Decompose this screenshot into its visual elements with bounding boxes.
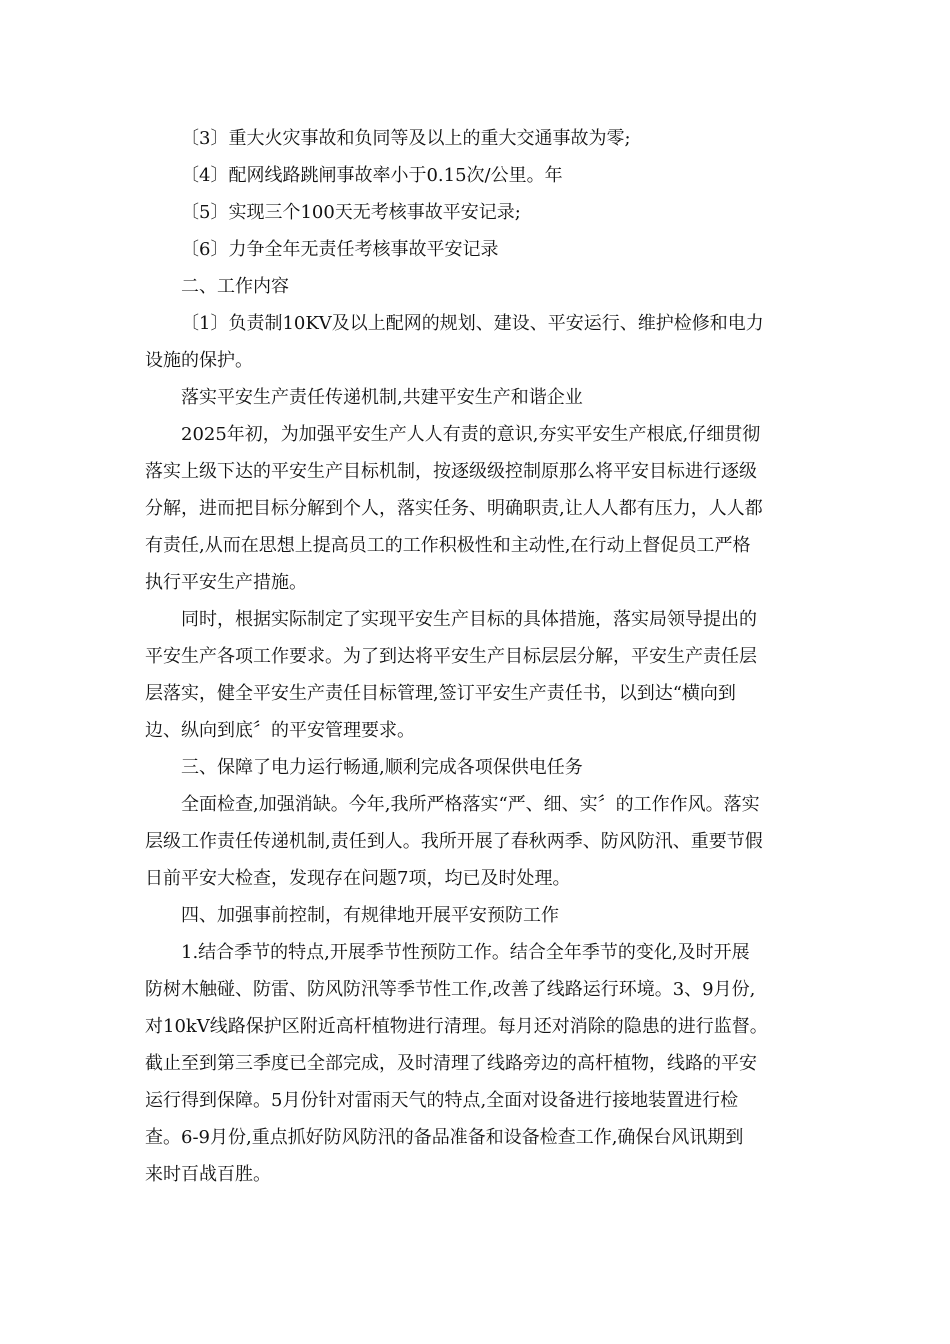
section-heading-3: 三、保障了电力运行畅通,顺利完成各项保供电任务 [181,757,583,778]
text-line: 同时，根据实际制定了实现平安生产目标的具体措施，落实局领导提出的 [181,609,757,630]
text-line: 查。6-9月份,重点抓好防风防汛的备品准备和设备检查工作,确保台风讯期到 [145,1127,744,1148]
text-line: 防树木触碰、防雷、防风防汛等季节性工作,改善了线路运行环境。3、9月份, [145,979,756,1000]
list-item-6: 〔6〕力争全年无责任考核事故平安记录 [181,239,499,260]
document-body [145,120,813,1193]
section2-item-1 [145,305,813,379]
text-line: 执行平安生产措施。 [145,572,307,593]
text-line: 日前平安大检查，发现存在问题7项，均已及时处理。 [145,868,571,889]
text-line: 1.结合季节的特点,开展季节性预防工作。结合全年季节的变化,及时开展 [181,942,750,963]
paragraph-4 [145,934,813,1193]
text-line: 有责任,从而在思想上提高员工的工作积极性和主动性,在行动上督促员工严格 [145,535,751,556]
list-item-3: 〔3〕重大火灾事故和负同等及以上的重大交通事故为零; [181,128,631,149]
subheading-responsibility: 落实平安生产责任传递机制,共建平安生产和谐企业 [181,387,583,408]
text-line: 落实上级下达的平安生产目标机制，按逐级级控制原那么将平安目标进行逐级 [145,461,757,482]
section-heading-4: 四、加强事前控制，有规律地开展平安预防工作 [181,905,559,926]
text-line: 〔1〕负责制10KV及以上配网的规划、建设、平安运行、维护检修和电力 [181,313,764,334]
text-line: 运行得到保障。5月份针对雷雨天气的特点,全面对设备进行接地装置进行检 [145,1090,739,1111]
text-line: 对10kV线路保护区附近高杆植物进行清理。每月还对消除的隐患的进行监督。 [145,1016,768,1037]
text-line: 层级工作责任传递机制,责任到人。我所开展了春秋两季、防风防汛、重要节假 [145,831,763,852]
text-line: 设施的保护。 [145,350,253,371]
paragraph-1 [145,416,813,601]
paragraph-2 [145,601,813,749]
text-line: 截止至到第三季度已全部完成，及时清理了线路旁边的高杆植物，线路的平安 [145,1053,757,1074]
list-item-5: 〔5〕实现三个100天无考核事故平安记录; [181,202,521,223]
text-line: 边、纵向到底〞的平安管理要求。 [145,720,415,741]
text-line: 全面检查,加强消缺。今年,我所严格落实“严、细、实〞的工作作风。落实 [181,794,760,815]
text-line: 分解，进而把目标分解到个人，落实任务、明确职责,让人人都有压力，人人都 [145,498,763,519]
text-line: 层落实，健全平安生产责任目标管理,签订平安生产责任书，以到达“横向到 [145,683,736,704]
text-line: 平安生产各项工作要求。为了到达将平安生产目标层层分解，平安生产责任层 [145,646,757,667]
list-item-4: 〔4〕配网线路跳闸事故率小于0.15次/公里。年 [181,165,563,186]
text-line: 2025年初，为加强平安生产人人有责的意识,夯实平安生产根底,仔细贯彻 [181,424,761,445]
paragraph-3 [145,786,813,897]
text-line: 来时百战百胜。 [145,1164,271,1185]
section-heading-2: 二、工作内容 [181,276,289,297]
